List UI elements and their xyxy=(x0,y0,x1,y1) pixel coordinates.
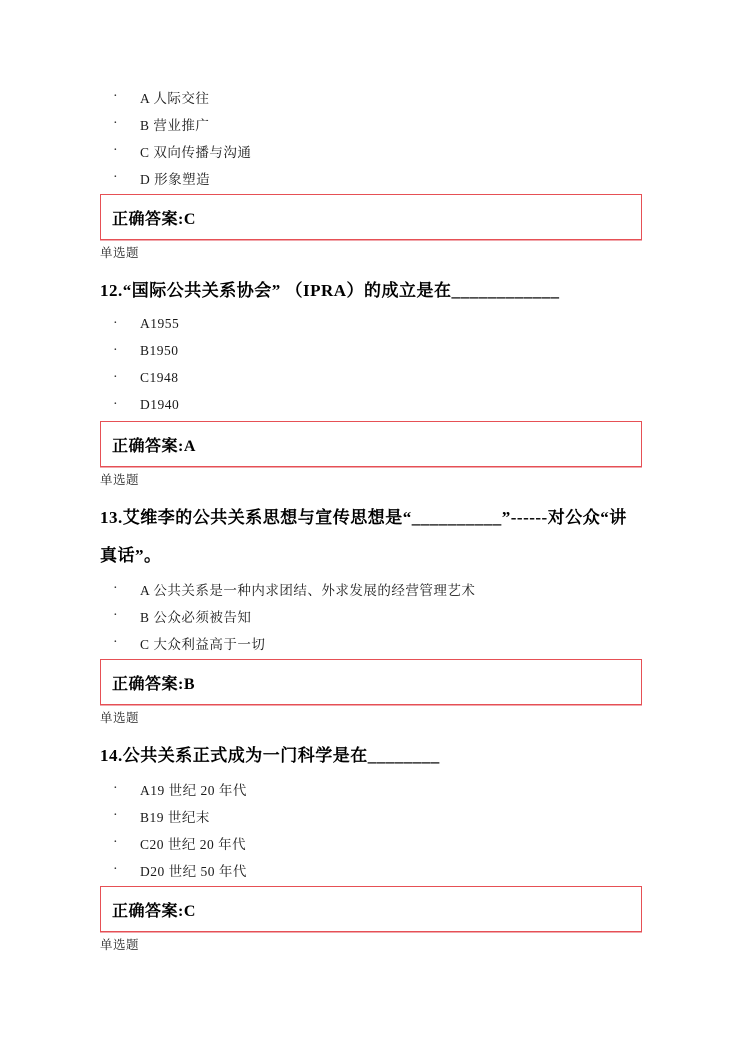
bullet-icon: · xyxy=(113,580,118,596)
bullet-icon: · xyxy=(113,396,118,412)
correct-answer-box xyxy=(100,421,642,467)
bullet-icon: · xyxy=(113,780,118,796)
bullet-icon: · xyxy=(113,342,118,358)
bullet-icon: · xyxy=(113,88,118,104)
option-item xyxy=(100,164,642,191)
option-item xyxy=(100,629,642,656)
bullet-icon: · xyxy=(113,807,118,823)
options-list xyxy=(100,83,642,191)
question-block-14 xyxy=(100,710,642,932)
question-type-label: 单选题 xyxy=(100,473,140,487)
option-label: B 营业推广 xyxy=(140,117,210,133)
option-label: A 公共关系是一种内求团结、外求发展的经营管理艺术 xyxy=(140,582,476,598)
option-label: C 大众利益高于一切 xyxy=(140,636,266,652)
option-label: D 形象塑造 xyxy=(140,171,211,187)
correct-answer-label: 正确答案:A xyxy=(112,437,196,455)
question-title: 14.公共关系正式成为一门科学是在________ xyxy=(100,746,440,765)
option-label: A 人际交往 xyxy=(140,90,210,106)
question-type-label-trailing: 单选题 xyxy=(100,938,140,952)
question-block-continued xyxy=(100,83,642,240)
option-item xyxy=(100,829,642,856)
option-item xyxy=(100,310,642,337)
option-label: A19 世纪 20 年代 xyxy=(140,782,247,798)
bullet-icon: · xyxy=(113,834,118,850)
option-item xyxy=(100,83,642,110)
option-label: C1948 xyxy=(140,369,179,385)
option-label: C20 世纪 20 年代 xyxy=(140,836,247,852)
correct-answer-box xyxy=(100,194,642,240)
question-type-label: 单选题 xyxy=(100,711,140,725)
correct-answer-label: 正确答案:C xyxy=(112,902,196,920)
bullet-icon: · xyxy=(113,115,118,131)
option-label: D20 世纪 50 年代 xyxy=(140,863,247,879)
option-label: B19 世纪末 xyxy=(140,809,210,825)
bullet-icon: · xyxy=(113,369,118,385)
option-label: B 公众必须被告知 xyxy=(140,609,252,625)
bullet-icon: · xyxy=(113,142,118,158)
option-label: B1950 xyxy=(140,342,179,358)
bullet-icon: · xyxy=(113,634,118,650)
question-type-label: 单选题 xyxy=(100,246,140,260)
option-item xyxy=(100,856,642,883)
options-list xyxy=(100,775,642,883)
bullet-icon: · xyxy=(113,315,118,331)
option-item xyxy=(100,775,642,802)
option-item xyxy=(100,575,642,602)
option-item xyxy=(100,110,642,137)
options-list xyxy=(100,575,642,656)
option-item xyxy=(100,602,642,629)
option-label: C 双向传播与沟通 xyxy=(140,144,252,160)
question-block-12 xyxy=(100,245,642,467)
option-item xyxy=(100,391,642,418)
question-title: 12.“国际公共关系协会” （IPRA）的成立是在____________ xyxy=(100,281,560,300)
correct-answer-label: 正确答案:B xyxy=(112,675,196,693)
option-item xyxy=(100,364,642,391)
option-item xyxy=(100,137,642,164)
option-item xyxy=(100,337,642,364)
question-title: 13.艾维李的公共关系思想与宣传思想是“__________”------对公众“讲真话”。 xyxy=(100,508,627,565)
bullet-icon: · xyxy=(113,169,118,185)
option-label: D1940 xyxy=(140,396,180,412)
option-item xyxy=(100,802,642,829)
correct-answer-label: 正确答案:C xyxy=(112,210,196,228)
bullet-icon: · xyxy=(113,861,118,877)
options-list xyxy=(100,310,642,418)
bullet-icon: · xyxy=(113,607,118,623)
correct-answer-box xyxy=(100,659,642,705)
question-block-13 xyxy=(100,472,642,705)
correct-answer-box xyxy=(100,886,642,932)
option-label: A1955 xyxy=(140,315,180,331)
